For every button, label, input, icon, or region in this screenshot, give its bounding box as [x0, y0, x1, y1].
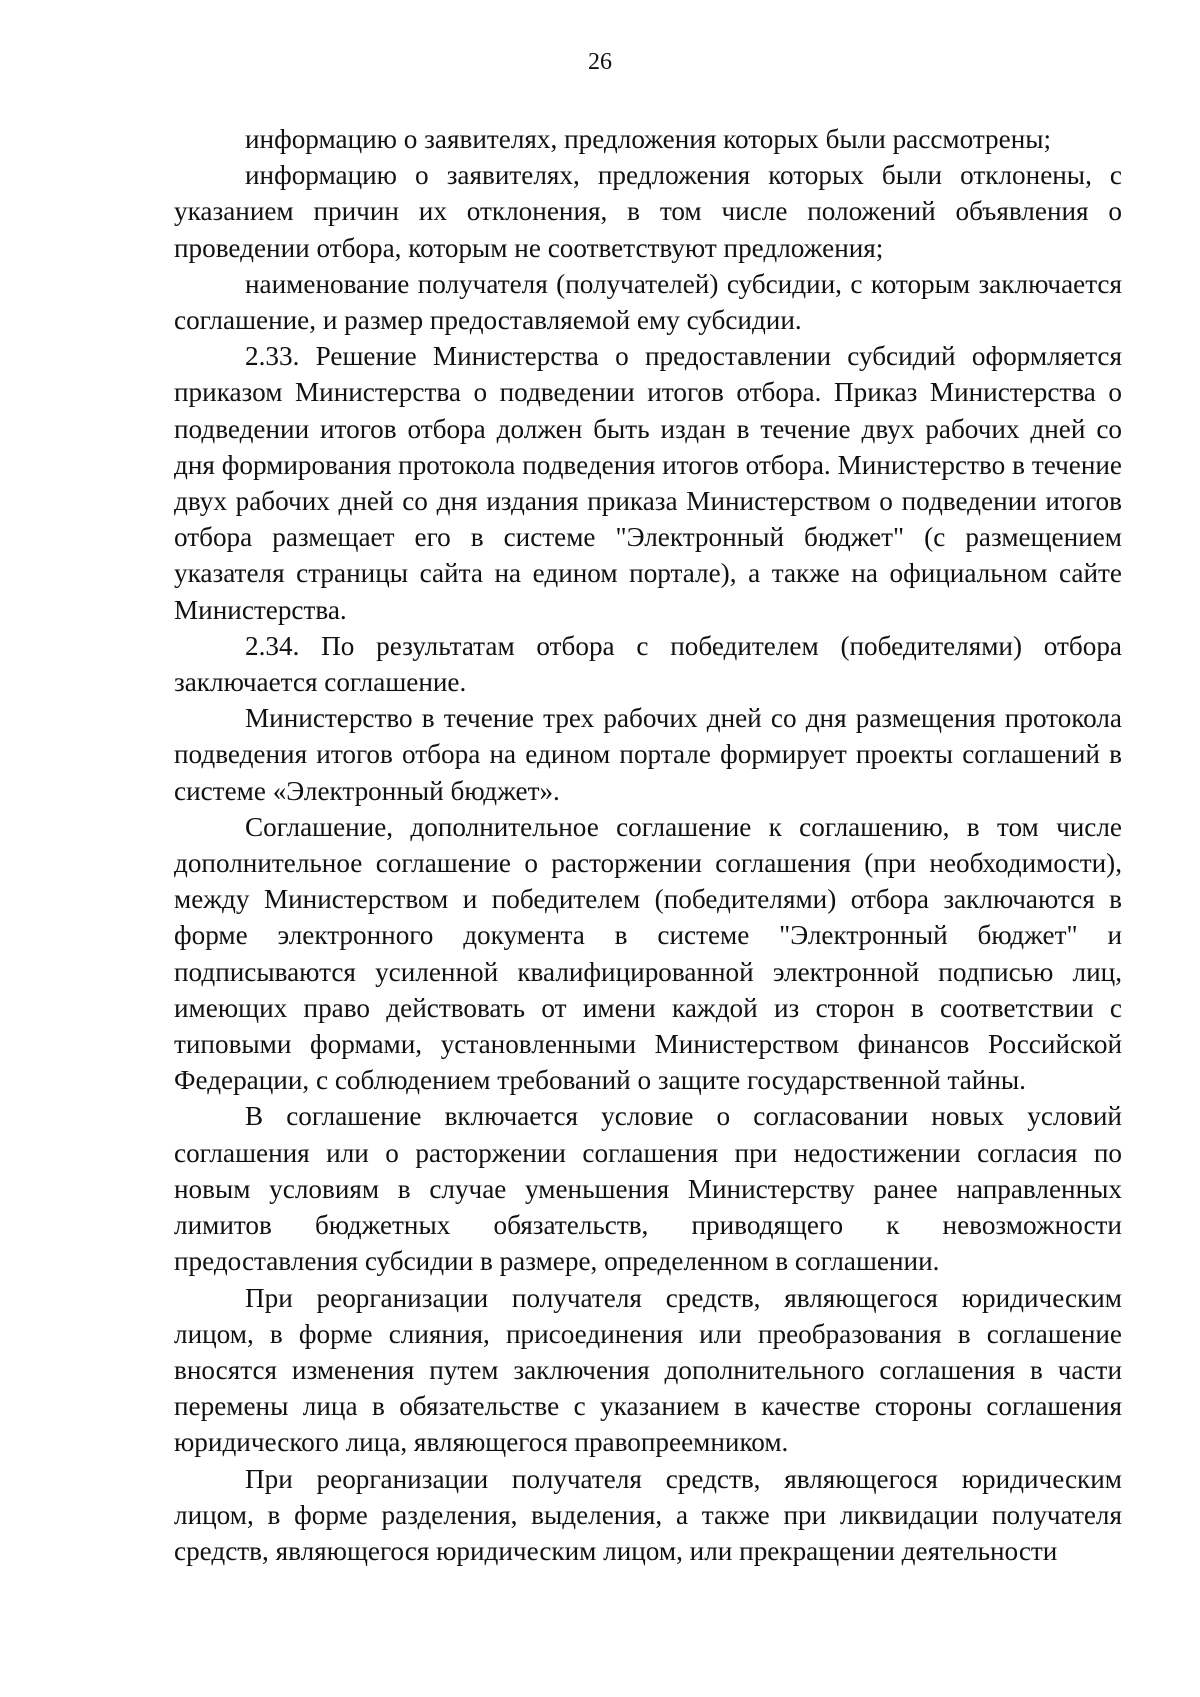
paragraph-reviewed-applicants: информацию о заявителях, предложения которых были рассмотрены; — [245, 124, 1052, 154]
paragraph-reorganization-division: При реорганизации получателя средств, являющегося юридическим лицом, в форме разделения, выделения, а также при ликвидации получателя средств, являющегося юридическим лицом, или прекращении деятельности — [174, 1463, 1122, 1566]
document-body — [174, 121, 1122, 1569]
paragraph-rejected-applicants: информацию о заявителях, предложения которых были отклонены, с указанием причин их отклонения, в том числе положений объявления о проведении отбора, которым не соответствуют предложения; — [174, 160, 1122, 263]
paragraph-subsidy-recipient: наименование получателя (получателей) субсидии, с которым заключается соглашение, и размер предоставляемой ему субсидии. — [174, 268, 1122, 336]
paragraph-draft-agreements: Министерство в течение трех рабочих дней со дня размещения протокола подведения итогов отбора на едином портале формирует проекты соглашений в системе «Электронный бюджет». — [174, 703, 1122, 806]
page-number: 26 — [588, 49, 612, 75]
paragraph-2-33: 2.33. Решение Министерства о предоставлении субсидий оформляется приказом Министерства о подведении итогов отбора. Приказ Министерства о подведении итогов отбора должен быть издан в течение двух рабочих дней со дня формирования протокола подведения итогов отбора. Министерство в течение двух рабочих дней со дня издания приказа Министерством о подведении итогов отбора размещает его в системе "Электронный бюджет" (с размещением указателя страницы сайта на едином портале), а также на официальном сайте Министерства. — [174, 341, 1122, 625]
paragraph-agreement-signing: Соглашение, дополнительное соглашение к соглашению, в том числе дополнительное соглашение о расторжении соглашения (при необходимости), между Министерством и победителем (победителями) отбора заключаются в форме электронного документа в системе "Электронный бюджет" и подписываются усиленной квалифицированной электронной подписью лиц, имеющих право действовать от имени каждой из сторон в соответствии с типовыми формами, установленными Министерством финансов Российской Федерации, с соблюдением требований о защите государственной тайны. — [174, 811, 1122, 1096]
paragraph-new-conditions: В соглашение включается условие о согласовании новых условий соглашения или о расторжении соглашения при недостижении согласия по новым условиям в случае уменьшения Министерству ранее направленных лимитов бюджетных обязательств, приводящего к невозможности предоставления субсидии в размере, определенном в соглашении. — [174, 1101, 1122, 1277]
paragraph-reorganization-merger: При реорганизации получателя средств, являющегося юридическим лицом, в форме слияния, присоединения или преобразования в соглашение вносятся изменения путем заключения дополнительного соглашения в части перемены лица в обязательстве с указанием в качестве стороны соглашения юридического лица, являющегося правопреемником. — [174, 1282, 1122, 1458]
paragraph-2-34: 2.34. По результатам отбора с победителем (победителями) отбора заключается соглашение. — [174, 630, 1122, 698]
